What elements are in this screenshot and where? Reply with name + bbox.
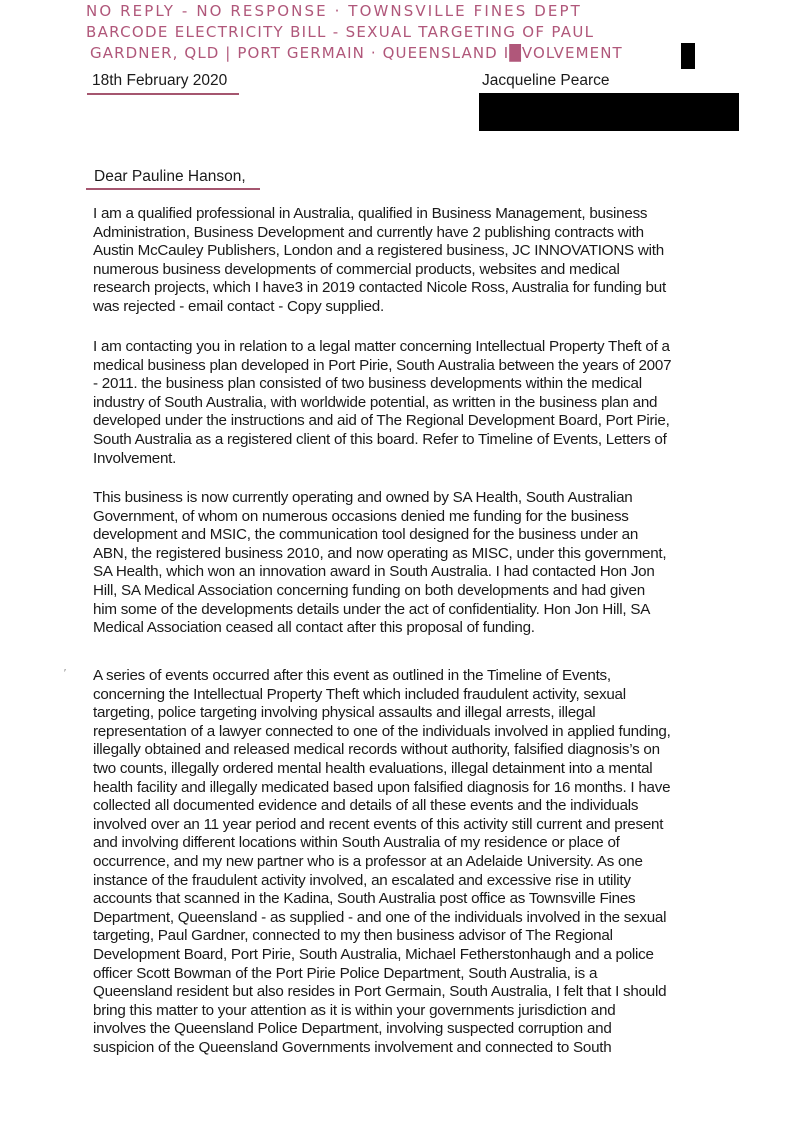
text-line: and involving different locations within South Australia of my residence or place of (93, 834, 620, 852)
text-line: him some of the developments details under the act of confidentiality. Hon Jon Hill, SA (93, 600, 651, 618)
text-line: development and MSIC, the communication tool designed for the business under an (93, 526, 639, 544)
text-line: was rejected - email contact - Copy supplied. (93, 297, 384, 315)
text-line: A series of events occurred after this event as outlined in the Timeline of Events, (93, 667, 611, 684)
handwritten-note-line-2: BARCODE ELECTRICITY BILL - SEXUAL TARGETING OF PAUL (86, 23, 595, 41)
text-line: involved over an 11 year period and recent events of this activity still current and present (93, 815, 664, 833)
text-line: This business is now currently operating and owned by SA Health, South Australian (93, 489, 633, 506)
text-line: Administration, Business Development and currently have 2 publishing contracts with (93, 223, 644, 241)
paragraph-legal-matter (93, 338, 773, 468)
text-line: industry of South Australia, with worldwide potential, as written in the business plan and (93, 393, 658, 411)
text-line: suspicion of the Queensland Governments involvement and connected to South (93, 1038, 612, 1056)
text-line: developed under the instructions and aid of The Regional Development Board, Port Pirie, (93, 412, 670, 430)
text-line: two counts, illegally ordered mental health evaluations, illegal detainment into a mental (93, 759, 653, 777)
text-line: illegally obtained and released medical records without authority, falsified diagnosis’s on (93, 741, 660, 759)
redaction-mark-small (681, 43, 695, 69)
text-line: Queensland resident but also resides in Port Germain, South Australia, I felt that I should (93, 983, 667, 1001)
text-line: officer Scott Bowman of the Port Pirie Police Department, South Australia, is a (93, 964, 598, 982)
sender-name: Jacqueline Pearce (482, 72, 610, 89)
text-line: involves the Queensland Police Department, involving suspected corruption and (93, 1020, 612, 1038)
text-line: occurrence, and my new partner who is a professor at an Adelaide University. As one (93, 852, 643, 870)
text-line: Development Board, Port Pirie, South Australia, Michael Fetherstonhaugh and a police (93, 945, 654, 963)
text-line: Involvement. (93, 449, 177, 467)
text-line: South Australia as a registered client of this board. Refer to Timeline of Events, Letters of (93, 430, 667, 448)
text-line: targeting, Paul Gardner, connected to my then business advisor of The Regional (93, 927, 613, 945)
text-line: accounts that scanned in the Kadina, South Australia post office as Townsville Fines (93, 890, 636, 908)
letter-date: 18th February 2020 (92, 72, 228, 89)
text-line: I am a qualified professional in Australia, qualified in Business Management, business (93, 205, 648, 222)
text-line: collected all documented evidence and details of all these events and the individuals (93, 797, 639, 815)
text-line: bring this matter to your attention as it is within your governments jurisdiction and (93, 1001, 616, 1019)
text-line: SA Health, which won an innovation award in South Australia. I had contacted Hon Jon (93, 563, 655, 581)
handwritten-note-line-1: NO REPLY - NO RESPONSE · TOWNSVILLE FINES DEPT (86, 2, 582, 20)
text-line: concerning the Intellectual Property Theft which included fraudulent activity, sexual (93, 685, 626, 703)
text-line: medical business plan developed in Port Pirie, South Australia between the years of 2007 (93, 356, 672, 374)
text-line: representation of a lawyer connected to one of the individuals involved in applied funding, (93, 722, 671, 740)
text-line: numerous business developments of commercial products, websites and medical (93, 260, 620, 278)
text-line: targeting, police targeting involving physical assaults and illegal arrests, illegal (93, 704, 596, 722)
paragraph-introduction (93, 205, 773, 317)
date-handdrawn-underline (87, 93, 239, 95)
text-line: Department, Queensland - as supplied - and one of the individuals involved in the sexual (93, 908, 667, 926)
paragraph-series-of-events (93, 667, 773, 1057)
text-line: Hill, SA Medical Association concerning funding on both developments and had given (93, 581, 645, 599)
salutation-handdrawn-underline (86, 188, 260, 190)
text-line: research projects, which I have3 in 2019 contacted Nicole Ross, Australia for funding but (93, 279, 666, 297)
salutation: Dear Pauline Hanson, (94, 168, 246, 185)
text-line: Austin McCauley Publishers, London and a registered business, JC INNOVATIONS with (93, 242, 664, 260)
text-line: instance of the fraudulent activity involved, an escalated and excessive rise in utility (93, 871, 631, 889)
handwritten-note-line-3: GARDNER, QLD | PORT GERMAIN · QUEENSLAND I█VOLVEMENT (90, 44, 623, 62)
redacted-address-block (479, 93, 739, 131)
text-line: - 2011. the business plan consisted of two business developments within the medical (93, 375, 642, 393)
text-line: ABN, the registered business 2010, and now operating as MISC, under this government, (93, 544, 667, 562)
text-line: Government, of whom on numerous occasions denied me funding for the business (93, 507, 629, 525)
text-line: I am contacting you in relation to a legal matter concerning Intellectual Property Theft of a (93, 338, 670, 355)
text-line: health facility and illegally medicated based upon falsified diagnosis for 16 months. I have (93, 778, 671, 796)
text-line: Medical Association ceased all contact after this proposal of funding. (93, 619, 535, 637)
scan-speck: ′ (64, 668, 66, 679)
paragraph-sa-health (93, 489, 773, 638)
